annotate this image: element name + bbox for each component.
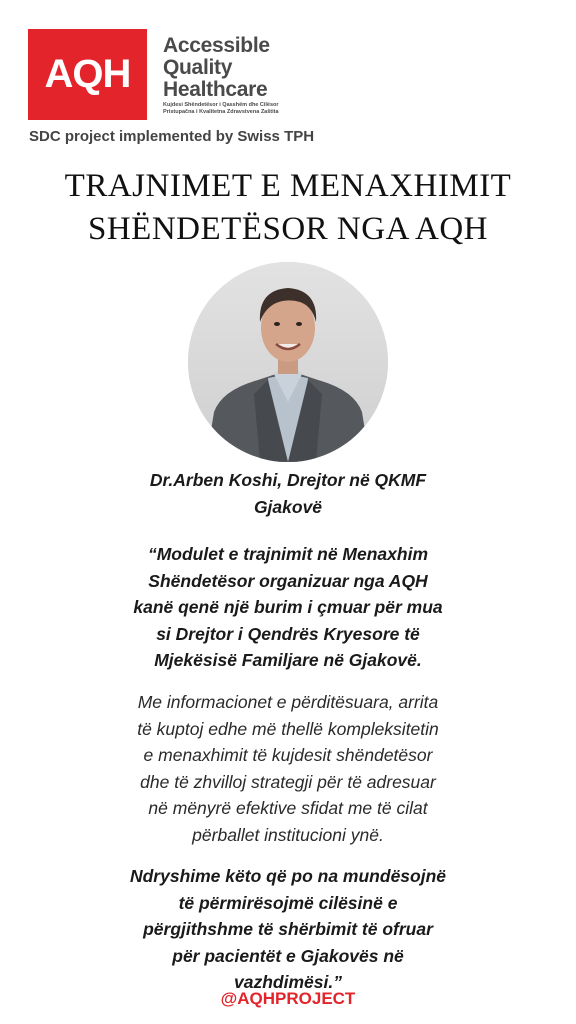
quote-paragraph-3 bbox=[0, 863, 576, 996]
logo-name bbox=[163, 35, 270, 101]
quote-line: të kuptoj edhe më thellë kompleksitetin bbox=[137, 718, 439, 739]
quote-line: të përmirësojmë cilësinë e bbox=[178, 892, 398, 913]
logo-tagline-line: Kujdesi Shëndetësor i Qasshëm dhe Cilësor bbox=[163, 102, 279, 108]
quote-line: kanë qenë një burim i çmuar për mua bbox=[133, 597, 443, 617]
logo-name-line: Accessible bbox=[163, 34, 270, 57]
quote-line: dhe të zhvilloj strategji për të adresuar bbox=[140, 771, 436, 792]
quote-line: “Modulet e trajnimit në Menaxhim bbox=[147, 544, 429, 564]
portrait-photo bbox=[188, 262, 388, 462]
logo-tagline bbox=[163, 102, 313, 116]
quote-line: Mjekësisë Familjare në Gjakovë. bbox=[154, 650, 422, 670]
page-title bbox=[0, 165, 576, 251]
sdc-project-line: SDC project implemented by Swiss TPH bbox=[29, 128, 315, 145]
quote-line: për pacientët e Gjakovës në bbox=[172, 945, 404, 966]
caption-line: Gjakovë bbox=[253, 497, 323, 517]
quote-line: vazhdimësi.” bbox=[234, 972, 342, 992]
logo-mark-text: AQH bbox=[44, 52, 131, 96]
quote-line: Shëndetësor organizuar nga AQH bbox=[148, 570, 428, 591]
quote-line: e menaxhimit të kujdesit shëndetësor bbox=[143, 745, 433, 765]
quote-line: Me informacionet e përditësuara, arrita bbox=[137, 692, 439, 712]
aqh-logo-mark bbox=[28, 29, 147, 120]
logo-tagline-line: Pristupačna i Kvalitetna Zdravstvena Zaštita bbox=[163, 109, 279, 115]
quote-line: në mënyrë efektive sfidat me të cilat bbox=[148, 798, 428, 818]
quote-line: përballet institucioni ynë. bbox=[192, 824, 384, 845]
quote-line: si Drejtor i Qendrës Kryesore të bbox=[156, 623, 420, 644]
title-line: TRAJNIMET E MENAXHIMIT bbox=[64, 168, 512, 204]
portrait-illustration bbox=[188, 262, 388, 462]
logo-name-line: Healthcare bbox=[163, 78, 268, 101]
quote-line: Ndryshime këto që po na mundësojnë bbox=[129, 866, 447, 886]
caption-line: Dr.Arben Koshi, Drejtor në QKMF bbox=[149, 470, 427, 490]
photo-caption bbox=[0, 467, 576, 521]
quote-paragraph-2 bbox=[0, 689, 576, 848]
quote-paragraph-1 bbox=[0, 541, 576, 674]
title-line: SHËNDETËSOR NGA AQH bbox=[87, 211, 489, 247]
quote-line: përgjithshme të shërbimit të ofruar bbox=[143, 919, 433, 939]
logo-name-line: Quality bbox=[163, 56, 233, 79]
social-handle: @AQHPROJECT bbox=[220, 989, 356, 1008]
